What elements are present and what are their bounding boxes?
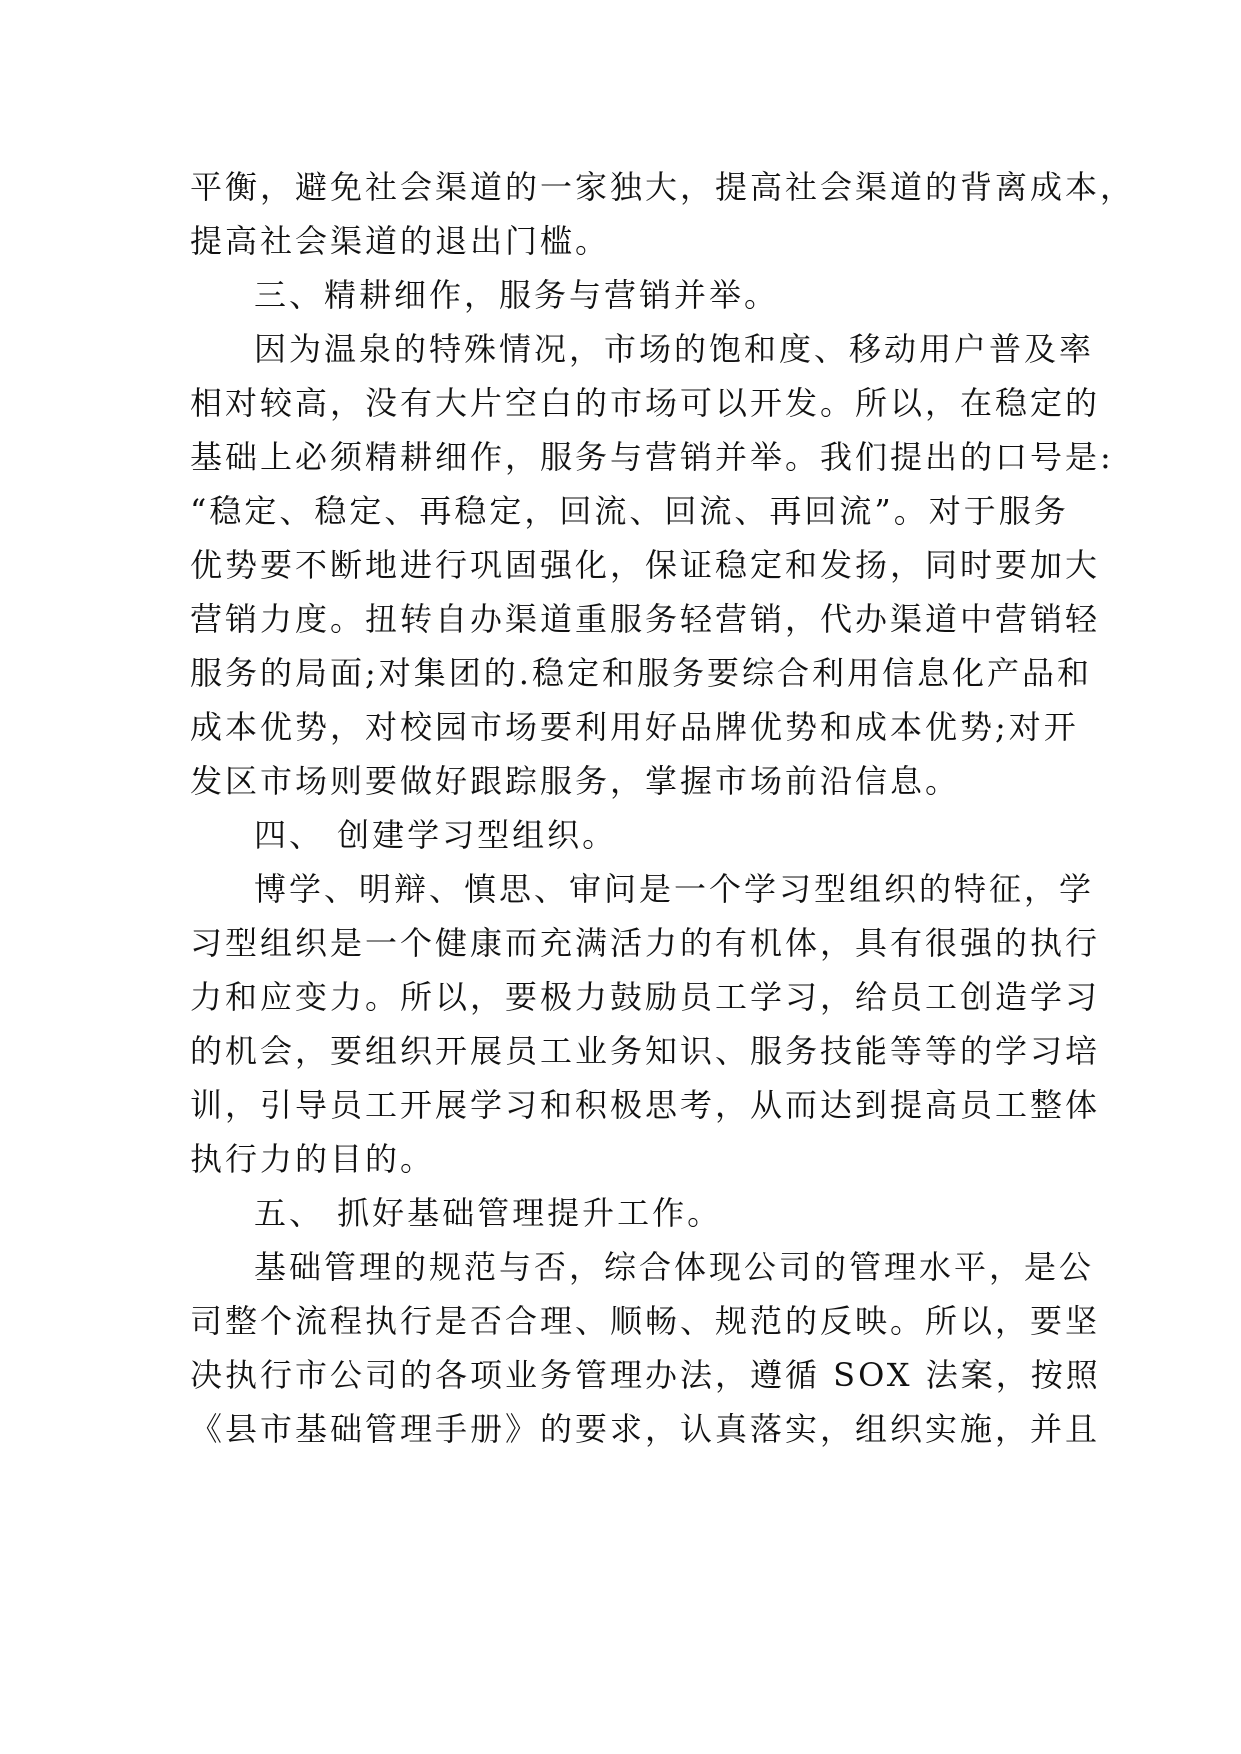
text-line: 服务的局面;对集团的.稳定和服务要综合利用信息化产品和 [190, 654, 1092, 692]
text-line: 《县市基础管理手册》的要求，认真落实，组织实施，并且 [190, 1410, 1101, 1448]
text-line: 习型组织是一个健康而充满活力的有机体，具有很强的执行 [190, 924, 1101, 962]
text-line: 营销力度。扭转自办渠道重服务轻营销，代办渠道中营销轻 [190, 600, 1101, 638]
document-body [190, 160, 1136, 1456]
text-line: 基础管理的规范与否，综合体现公司的管理水平，是公 [254, 1248, 1095, 1286]
text-line: 成本优势，对校园市场要利用好品牌优势和成本优势;对开 [190, 708, 1079, 746]
text-line: 相对较高，没有大片空白的市场可以开发。所以，在稳定的 [190, 384, 1101, 422]
text-line: 决执行市公司的各项业务管理办法，遵循 SOX 法案，按照 [190, 1356, 1101, 1394]
section-heading: 五、 抓好基础管理提升工作。 [254, 1194, 723, 1232]
text-line: 提高社会渠道的退出门槛。 [190, 222, 611, 260]
section-heading: 三、精耕细作，服务与营销并举。 [254, 276, 780, 314]
text-line: 因为温泉的特殊情况，市场的饱和度、移动用户普及率 [254, 330, 1095, 368]
text-line: 优势要不断地进行巩固强化，保证稳定和发扬，同时要加大 [190, 546, 1101, 584]
text-line: 执行力的目的。 [190, 1140, 436, 1178]
text-line: 博学、明辩、慎思、审问是一个学习型组织的特征，学 [254, 870, 1095, 908]
text-line: 司整个流程执行是否合理、顺畅、规范的反映。所以，要坚 [190, 1302, 1101, 1340]
text-line: “稳定、稳定、再稳定，回流、回流、再回流”。对于服务 [190, 492, 1069, 530]
section-heading: 四、 创建学习型组织。 [254, 816, 618, 854]
text-line: 基础上必须精耕细作，服务与营销并举。我们提出的口号是: [190, 438, 1114, 476]
text-line: 的机会，要组织开展员工业务知识、服务技能等等的学习培 [190, 1032, 1101, 1070]
text-line: 发区市场则要做好跟踪服务，掌握市场前沿信息。 [190, 762, 961, 800]
text-line: 训，引导员工开展学习和积极思考，从而达到提高员工整体 [190, 1086, 1101, 1124]
text-line: 力和应变力。所以，要极力鼓励员工学习，给员工创造学习 [190, 978, 1101, 1016]
text-line: 平衡，避免社会渠道的一家独大，提高社会渠道的背离成本， [190, 168, 1136, 206]
